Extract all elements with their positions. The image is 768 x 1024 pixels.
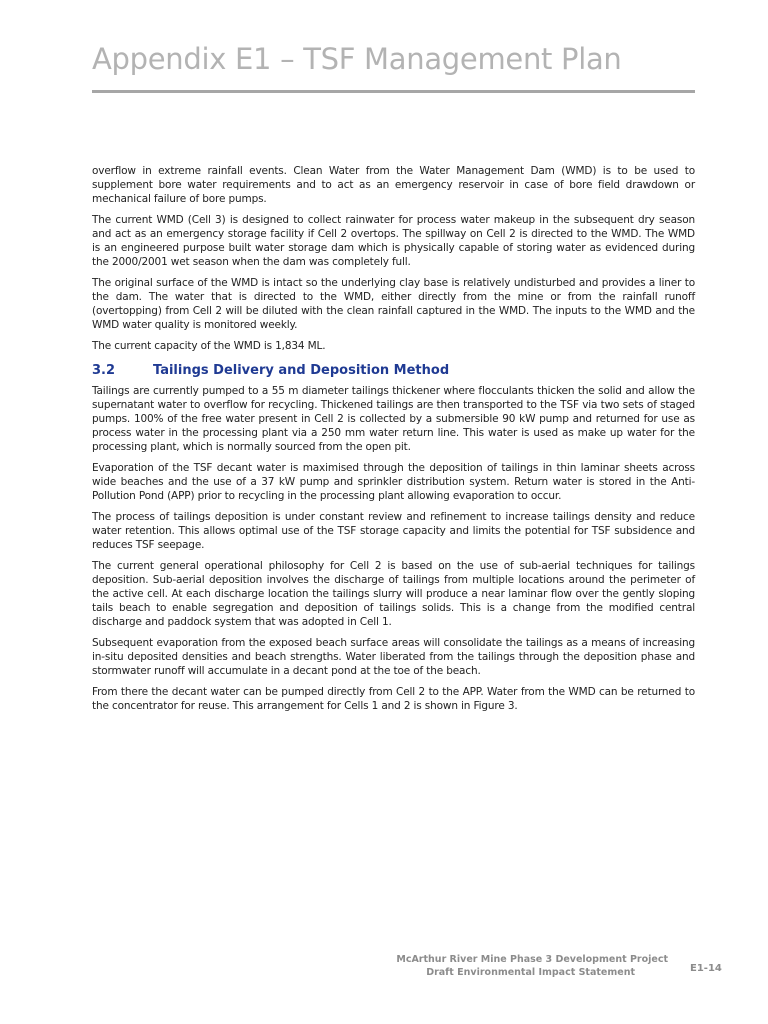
body-paragraph: Tailings are currently pumped to a 55 m diameter tailings thickener where flocculants thicken the solid and allow the supernatant water to overflow for recycling. Thickened tailings are then transported to the TSF via two sets of staged pumps. 100% of the free water present in Cell 2 is collected by a submersible 90 kW pump and returned for use as process water in the processing plant via a 250 mm water return line. This water is used as make up water for the processing plant, which is normally sourced from the open pit. — [92, 385, 695, 453]
body-paragraph: From there the decant water can be pumped directly from Cell 2 to the APP. Water from the WMD can be returned to the concentrator for reuse. This arrangement for Cells 1 and 2 is shown in Figure 3. — [92, 686, 695, 712]
page-number: E1-14 — [690, 963, 722, 974]
footer-project-info — [360, 953, 668, 979]
body-paragraph: The current capacity of the WMD is 1,834 ML. — [92, 340, 326, 352]
body-paragraph: The current WMD (Cell 3) is designed to collect rainwater for process water makeup in the subsequent dry season and act as an emergency storage facility if Cell 2 overtops. The spillway on Cell 2 is directed to the WMD. The WMD is an engineered purpose built water storage dam which is physically capable of storing water as evidenced during the 2000/2001 wet season when the dam was completely full. — [92, 214, 695, 268]
header-divider — [92, 90, 695, 93]
section-number: 3.2 — [92, 363, 116, 378]
body-paragraph: The current general operational philosophy for Cell 2 is based on the use of sub-aerial techniques for tailings deposition. Sub-aerial deposition involves the discharge of tailings from multiple locations around the perimeter of the active cell. At each discharge location the tailings slurry will produce a near laminar flow over the gently sloping tails beach to enable segregation and deposition of tailings solids. This is a change from the modified central discharge and paddock system that was adopted in Cell 1. — [92, 560, 695, 628]
body-paragraph: Evaporation of the TSF decant water is maximised through the deposition of tailings in thin laminar sheets across wide beaches and the use of a 37 kW pump and sprinkler distribution system. Return water is stored in the Anti-Pollution Pond (APP) prior to recycling in the processing plant allowing evaporation to occur. — [92, 462, 695, 502]
body-paragraph: The process of tailings deposition is under constant review and refinement to increase tailings density and reduce water retention. This allows optimal use of the TSF storage capacity and limits the potential for TSF subsidence and reduces TSF seepage. — [92, 511, 695, 551]
footer-document-name: Draft Environmental Impact Statement — [426, 967, 635, 978]
document-body — [92, 164, 695, 720]
footer-project-name: McArthur River Mine Phase 3 Development Project — [396, 954, 668, 965]
body-paragraph: Subsequent evaporation from the exposed beach surface areas will consolidate the tailings as a means of increasing in-situ deposited densities and beach strengths. Water liberated from the tailings through the deposition phase and stormwater runoff will accumulate in a decant pond at the toe of the beach. — [92, 637, 695, 677]
section-title: Tailings Delivery and Deposition Method — [153, 363, 450, 378]
body-paragraph: The original surface of the WMD is intact so the underlying clay base is relatively undisturbed and provides a liner to the dam. The water that is directed to the WMD, either directly from the mine or from the rainfall runoff (overtopping) from Cell 2 will be diluted with the clean rainfall captured in the WMD. The inputs to the WMD and the WMD water quality is monitored weekly. — [92, 277, 695, 331]
page-header-title: Appendix E1 – TSF Management Plan — [92, 42, 622, 76]
section-heading — [92, 363, 695, 378]
body-paragraph: overflow in extreme rainfall events. Clean Water from the Water Management Dam (WMD) is to be used to supplement bore water requirements and to act as an emergency reservoir in case of bore field drawdown or mechanical failure of bore pumps. — [92, 165, 695, 205]
